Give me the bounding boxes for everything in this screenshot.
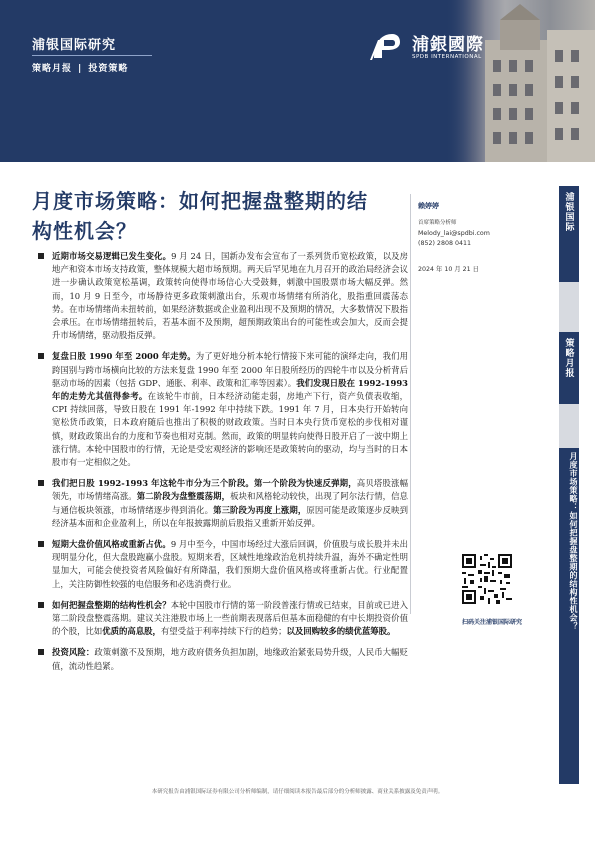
bullet-square-icon <box>38 253 44 259</box>
author-block <box>418 201 548 273</box>
subtitle-separator: | <box>78 64 83 74</box>
bullet-text: 本轮中国股市行情的第一阶段普涨行情或已结束，目前或已进入第二阶段盘整震荡期。建议关注港股市场上一些前期表现落后但基本面稳健的有中长期投资价值的个股，比如 <box>52 599 408 637</box>
bullet-emphasis: 以及回购较多的绩优蓝筹股。 <box>286 626 396 637</box>
bullet-lead: 投资风险： <box>52 647 95 658</box>
bullet-text-tail: 有望受益于利率持续下行的趋势； <box>160 626 287 637</box>
author-name: 赖婷婷 <box>418 202 439 210</box>
bullet-square-icon <box>38 541 44 547</box>
qr-caption: 扫码关注浦银国际研究 <box>461 619 522 626</box>
summary-bullets <box>36 250 408 681</box>
side-tab-report-title: 月度市场策略：如何把握盘整期的结构性机会？ <box>559 448 579 784</box>
list-item <box>36 350 408 469</box>
building-illustration <box>445 0 595 162</box>
brand-subtitle <box>32 61 128 74</box>
side-tab-report-type: 策略月报 <box>559 332 579 404</box>
bullet-lead: 短期大盘价值风格或重新占优。 <box>52 539 171 550</box>
bullet-text: 高贝塔股涨幅领先，市场情绪高涨。 <box>52 478 408 502</box>
author-role: 首席策略分析师 <box>418 220 457 226</box>
bullet-square-icon <box>38 649 44 655</box>
building-photo <box>445 0 595 162</box>
spdb-logo-icon <box>368 28 404 64</box>
bullet-text: 9 月中至今，中国市场经过大涨后回调，价值股与成长股并未出现明显分化，但大盘股跑赢小盘股。短期来看，区域性地缘政治危机持续升温，海外不确定性明显加大，可能会使投资者风险偏好有所降温，我们预期大盘价值风格或将重新占优。行业配置上，关注防御性较强的电信服务和必选消费行业。 <box>52 539 408 589</box>
report-type-label: 策略月报 <box>32 64 73 74</box>
bullet-text: 政策刺激不及预期，地方政府债务负担加剧，地缘政治紧张局势升级，人民币大幅贬值，流动性趋紧。 <box>52 647 409 671</box>
author-email[interactable]: Melody_lai@spdbi.com <box>418 230 490 237</box>
report-title: 月度市场策略：如何把握盘整期的结构性机会？ <box>32 189 368 243</box>
sidebar-divider <box>410 194 411 614</box>
qr-code-icon[interactable] <box>462 554 512 604</box>
author-phone: (852) 2808 0411 <box>418 240 471 247</box>
brand-title: 浦银国际研究 <box>32 38 117 53</box>
side-tab-spacer <box>559 282 579 332</box>
list-item <box>36 599 408 639</box>
side-tab-spacer <box>559 404 579 448</box>
bullet-lead: 我们把日股 1992-1993 年这轮牛市分为三个阶段。第一个阶段为快速反弹期， <box>52 478 357 489</box>
bullet-emphasis: 第三阶段为再度上涨期， <box>213 504 307 515</box>
list-item <box>36 538 408 591</box>
bullet-text-tail: 板块和风格轮动较快，出现了阿尔法行情，信息与通信板块领涨，市场情绪逐步得到消化。 <box>52 491 409 515</box>
header-banner <box>0 0 595 162</box>
bullet-square-icon <box>38 480 44 486</box>
bullet-emphasis: 第二阶段为盘整震荡期， <box>136 491 231 502</box>
bullet-lead: 近期市场交易逻辑已发生变化。 <box>52 251 172 261</box>
bullet-emphasis: 我们发现日股在 1992-1993 年的走势尤其值得参考。 <box>52 377 408 402</box>
list-item <box>36 646 408 672</box>
bullet-text-tail: 原因可能是政策逐步反映到经济基本面和企业盈利上，所以在年报披露期前后股指又重新开始反弹。 <box>52 504 408 528</box>
bullet-text-tail: 在该轮牛市前，日本经济动能走弱，房地产下行，资产负债表收缩，CPI 持续回落，导致日股在 1991 年-1992 年中持续下跌。1991 年 7 月，日本央行开始转向宽松货币政策，日本政府随后也推出了积极的财政政策。当时日本央行货币宽松的步伐相对谨慎，财政政策出台的力度和节奏也相对克制。然而，政策的明显转向使得日股开启了一波中期上涨行情。本轮中国股市的行情，无论是受宏观经济的影响还是政策转向的驱动，均与当时的日本股市有一定相似之处。 <box>52 391 409 468</box>
bullet-lead: 如何把握盘整期的结构性机会？ <box>52 599 171 610</box>
bullet-lead: 复盘日股 1990 年至 2000 年走势。 <box>52 351 196 362</box>
logo-chinese-name: 浦銀國際 <box>412 35 484 55</box>
bullet-text: 9 月 24 日，国新办发布会宣布了一系列货币宽松政策，以及房地产和资本市场支持政策，整体规模大超市场预期。两天后罕见地在九月召开的政治局经济会议进一步确认政策宽松基调，政策转向使得市场信心大受鼓舞，刺激中国股票市场大幅反弹。然而，10 月 9 日至今，市场静待更多政策刺激出台，乐观市场情绪有所消化，股指重回震荡态势。在市场情绪尚未扭转前，如果经济数据或企业盈利出现不及预期的情况，大多数情况下股指会承压。在市场情绪扭转后，若基本面不及预期，超预期政策出台的可能性或会加大，反而会提升市场情绪，驱动股指反弹。 <box>52 251 408 341</box>
bullet-square-icon <box>38 602 44 608</box>
brand-divider <box>32 55 152 56</box>
list-item <box>36 477 408 530</box>
company-logo <box>368 28 528 68</box>
bullet-text: 为了更好地分析本轮行情接下来可能的演绎走向，我们用跨国别与跨市场横向比较的方法来复盘 1990 年至 2000 年日股所经历的四轮牛市以及分析背后驱动市场的因素（包括 GDP、通胀、利率、政策和汇率等因素）。 <box>52 351 409 388</box>
side-tab-company: 浦银国际 <box>559 186 579 282</box>
list-item <box>36 250 408 342</box>
category-label: 投资策略 <box>88 64 129 74</box>
logo-english-name: SPDB INTERNATIONAL <box>412 54 482 60</box>
disclaimer-footer: 本研究报告由浦银国际证券有限公司分析师编制，请仔细阅读本报告最后部分的分析师披露、商业关系披露及免责声明。 <box>151 789 444 795</box>
report-date: 2024 年 10 月 21 日 <box>418 266 479 273</box>
bullet-square-icon <box>38 353 44 359</box>
bullet-emphasis: 优质的高息股， <box>102 626 161 637</box>
